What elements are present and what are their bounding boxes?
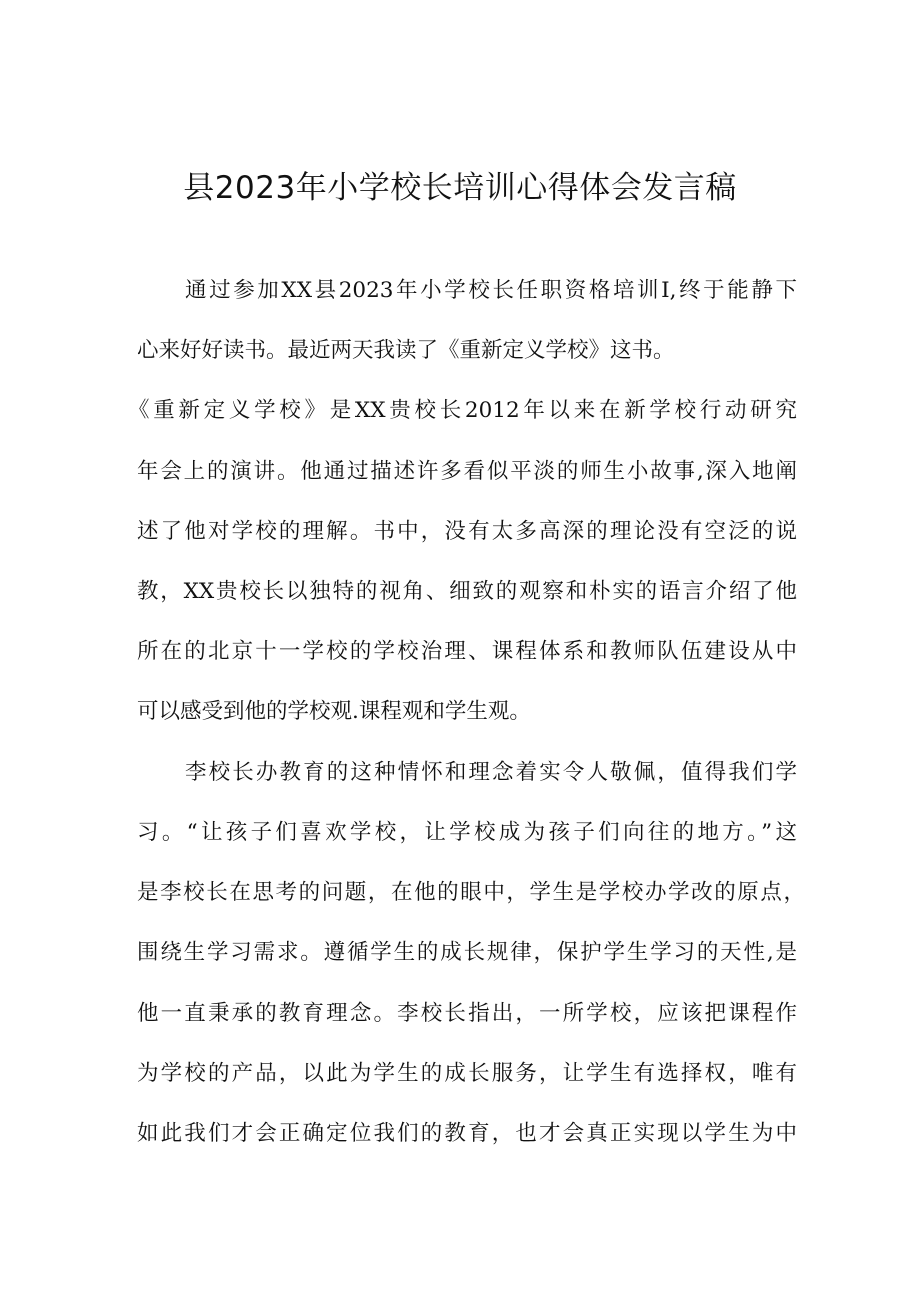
paragraph-line: 述了他对学校的理解。书中，没有太多高深的理论没有空泛的说 bbox=[137, 519, 797, 544]
paragraph-line: 教，XX贵校长以独特的视角、细致的观察和朴实的语言介绍了他 bbox=[137, 579, 797, 604]
paragraph-line: 《重新定义学校》是XX贵校长2012年以来在新学校行动研究 bbox=[128, 398, 797, 423]
paragraph-line: 围绕生学习需求。遵循学生的成长规律，保护学生学习的天性,是 bbox=[137, 940, 797, 965]
paragraph-line: 可以感受到他的学校观.课程观和学生观。 bbox=[137, 699, 531, 724]
paragraph-line: 年会上的演讲。他通过描述许多看似平淡的师生小故事,深入地阐 bbox=[137, 459, 797, 484]
document-title: 县2023年小学校长培训心得体会发言稿 bbox=[183, 170, 737, 206]
paragraph-line: 他一直秉承的教育理念。李校长指出，一所学校，应该把课程作 bbox=[137, 1001, 797, 1026]
paragraph-line: 心来好好读书。最近两天我读了《重新定义学校》这书。 bbox=[137, 338, 675, 363]
paragraph-line: 通过参加XX县2023年小学校长任职资格培训I,终于能静下 bbox=[185, 278, 797, 303]
paragraph-line: 是李校长在思考的问题，在他的眼中，学生是学校办学改的原点， bbox=[137, 880, 805, 905]
paragraph-line: 为学校的产品，以此为学生的成长服务，让学生有选择权，唯有 bbox=[137, 1061, 797, 1086]
paragraph-line: 习。“让孩子们喜欢学校，让学校成为孩子们向往的地方。”这 bbox=[137, 820, 797, 845]
paragraph-line: 李校长办教育的这种情怀和理念着实令人敬佩，值得我们学 bbox=[185, 760, 797, 785]
paragraph-line: 如此我们才会正确定位我们的教育，也才会真正实现以学生为中 bbox=[137, 1121, 797, 1146]
paragraph-line: 所在的北京十一学校的学校治理、课程体系和教师队伍建设从中 bbox=[137, 639, 797, 664]
